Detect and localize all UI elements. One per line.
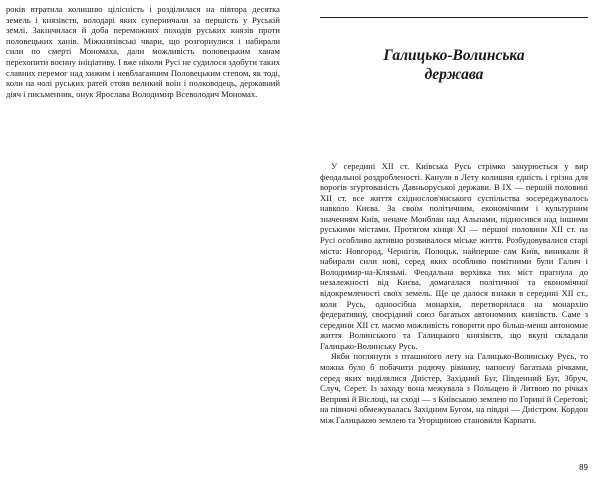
body-paragraph-1: У середині XII ст. Київська Русь стрімко занурюється у вир феодальної роздробленості. Канули в Лету колишня єдність і грізна для ворогів згуртованість Давньоруської держави. В IX — першій половині XII ст. все життя східнослов'янського суспільства зосереджувалось навколо Києва. За своїм політичним, економічним і культурним значенням Київ, неначе Монблан над Альпами, підносився над іншими руськими містами. Протягом кінця XI — першої половини XII ст. на Русі особливо активно розвивалося міське життя. Розбудовувалися старі міста: Новгород, Чернігів, Полоцьк, найперше сам Київ, виникали й набирали сили нові, серед яких особливо помітними були Галич і Володимир-на-Клязьмі. Феодальна верхівка тих міст прагнула до незалежності від Києва, домагалася політичної та економічної відокремленості своїх земель. Ще це далося взнаки в середині XII ст., коли Русь, одноосібна монархія, перетворилася на монархію федеративну, своєрідний союз багатьох автономних князівств. Саме з середини XII ст. маємо можливість говорити про більш-менш автономне життя Волинського та Галицького князівств, що вкупі складали Галицько-Волинську Русь. (320, 161, 588, 351)
right-column-body (320, 161, 588, 425)
chapter-title-line-2: держава (424, 66, 484, 83)
page-number: 89 (579, 463, 588, 472)
left-column-text: років втратила колишню цілісність і розділилася на півтора десятка земель і князівств, володарі яких суперничали за першість у Руській землі. Закінчилася й доба переможних походів руських князів проти половецьких ханів. Міжкнязівські чвари, що розгорнулися і набирали сили по смерті Мономаха, дали можливість половецьким ханам перехопити воєнну ініціативу. І вже ніколи Русі не судилося здобути таких славних перемог над хижим і невблаганним Половецьким степом, як тоді, коли на чолі руських ратей стояв великий воїн і полководець, державний діяч і письменник, онук Ярослава Володимир Всеволодич Мономах. (6, 4, 280, 99)
chapter-title-line-1: Галицько-Волинська (383, 47, 525, 64)
chapter-divider-rule (320, 17, 588, 18)
chapter-title (320, 46, 588, 84)
body-paragraph-2: Якби поглянути з пташиного лету на Галицько-Волинську Русь, то можна було б побачити родючу рівнину, напоєну багатьма річками, серед яких виділялися Дністер, Західний Буг, Південний Буг, Збруч, Случ, Серет. Із заходу вона межувала з Польщею й Литвою по річках Веприві й Віслоці, на сході — з Київською землею по Горині й Серетові; на півночі обмежувалась Західним Бугом, на півдні — Дністром. Кордон між Галицькою землею та Угорщиною становили Карпати. (320, 351, 588, 425)
